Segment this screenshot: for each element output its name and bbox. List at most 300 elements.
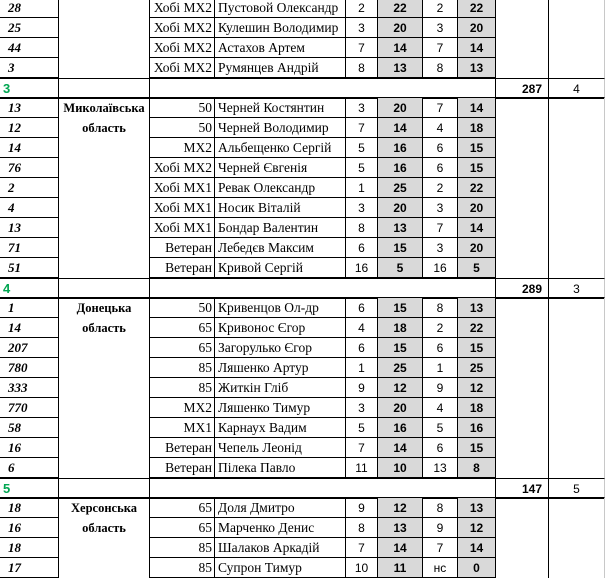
rider-number: 2	[0, 178, 59, 198]
race1-points: 10	[378, 458, 423, 478]
region-name	[59, 0, 150, 18]
place-cell	[549, 198, 605, 218]
rider-number: 3	[0, 58, 59, 78]
race1-place: 9	[346, 498, 378, 518]
race1-place: 3	[346, 398, 378, 418]
region-name: Миколаївська	[59, 98, 150, 118]
group-index: 3	[0, 78, 59, 98]
place-cell	[549, 38, 605, 58]
rider-name: Лебедєв Максим	[215, 238, 346, 258]
rider-name: Бондар Валентин	[215, 218, 346, 238]
group-blank-cell	[150, 478, 496, 498]
rider-name: Пілека Павло	[215, 458, 346, 478]
race2-place: 2	[423, 178, 458, 198]
race1-place: 5	[346, 138, 378, 158]
race2-place: 3	[423, 198, 458, 218]
rider-name: Чепель Леонід	[215, 438, 346, 458]
place-cell	[549, 398, 605, 418]
race1-place: 5	[346, 158, 378, 178]
place-cell	[549, 258, 605, 278]
race2-place: 7	[423, 38, 458, 58]
region-name: область	[59, 318, 150, 338]
place-cell	[549, 538, 605, 558]
race1-points: 15	[378, 338, 423, 358]
total-cell	[496, 418, 549, 438]
total-cell	[496, 378, 549, 398]
rider-number: 207	[0, 338, 59, 358]
place-cell	[549, 238, 605, 258]
race1-points: 13	[378, 218, 423, 238]
race1-place: 3	[346, 18, 378, 38]
race1-points: 14	[378, 38, 423, 58]
race2-place: 7	[423, 98, 458, 118]
race2-place: 6	[423, 438, 458, 458]
table-row	[0, 298, 605, 318]
race2-place: 1	[423, 358, 458, 378]
group-index: 5	[0, 478, 59, 498]
rider-name: Кулешин Володимир	[215, 18, 346, 38]
race2-points: 12	[458, 378, 496, 398]
race-class: 85	[150, 378, 215, 398]
total-cell	[496, 258, 549, 278]
race1-place: 6	[346, 238, 378, 258]
table-row	[0, 178, 605, 198]
rider-number: 770	[0, 398, 59, 418]
race1-points: 20	[378, 398, 423, 418]
region-name	[59, 398, 150, 418]
rider-name: Ляшенко Тимур	[215, 398, 346, 418]
race1-points: 14	[378, 118, 423, 138]
race-class: 50	[150, 118, 215, 138]
race2-points: 15	[458, 138, 496, 158]
region-name	[59, 178, 150, 198]
total-cell	[496, 238, 549, 258]
region-name	[59, 538, 150, 558]
rider-number: 58	[0, 418, 59, 438]
race1-place: 11	[346, 458, 378, 478]
total-cell	[496, 138, 549, 158]
region-name: область	[59, 518, 150, 538]
race2-place: 6	[423, 138, 458, 158]
place-cell	[549, 58, 605, 78]
race-class: Хобі МХ2	[150, 158, 215, 178]
rider-number: 28	[0, 0, 59, 18]
race-class: МХ2	[150, 138, 215, 158]
place-cell	[549, 118, 605, 138]
race1-place: 6	[346, 298, 378, 318]
race2-place: 7	[423, 538, 458, 558]
race2-place: 3	[423, 18, 458, 38]
table-row	[0, 138, 605, 158]
group-place: 4	[549, 78, 605, 98]
race2-points: 18	[458, 118, 496, 138]
total-cell	[496, 58, 549, 78]
race-class: Ветеран	[150, 258, 215, 278]
race1-points: 22	[378, 0, 423, 18]
race2-place: 4	[423, 398, 458, 418]
total-cell	[496, 358, 549, 378]
region-name: Херсонська	[59, 498, 150, 518]
table-row	[0, 558, 605, 578]
race1-place: 7	[346, 438, 378, 458]
rider-number: 76	[0, 158, 59, 178]
rider-number: 4	[0, 198, 59, 218]
rider-name: Пустовой Олександр	[215, 0, 346, 18]
race2-place: 6	[423, 338, 458, 358]
table-row	[0, 398, 605, 418]
table-row	[0, 438, 605, 458]
race1-points: 16	[378, 418, 423, 438]
group-total-points: 147	[496, 478, 549, 498]
total-cell	[496, 178, 549, 198]
table-row	[0, 518, 605, 538]
race1-place: 10	[346, 558, 378, 578]
rider-number: 16	[0, 438, 59, 458]
region-name	[59, 58, 150, 78]
total-cell	[496, 38, 549, 58]
rider-name: Кривенцов Ол-др	[215, 298, 346, 318]
table-row	[0, 458, 605, 478]
race2-points: 15	[458, 338, 496, 358]
race1-place: 7	[346, 538, 378, 558]
total-cell	[496, 498, 549, 518]
total-cell	[496, 558, 549, 578]
table-row	[0, 98, 605, 118]
race1-place: 1	[346, 178, 378, 198]
race1-points: 14	[378, 538, 423, 558]
race2-points: 13	[458, 298, 496, 318]
group-blank-cell	[150, 278, 496, 298]
race1-points: 18	[378, 318, 423, 338]
group-place: 3	[549, 278, 605, 298]
race1-place: 16	[346, 258, 378, 278]
rider-number: 17	[0, 558, 59, 578]
rider-number: 51	[0, 258, 59, 278]
race1-place: 7	[346, 118, 378, 138]
rider-name: Загорулько Єгор	[215, 338, 346, 358]
race-class: Хобі МХ1	[150, 218, 215, 238]
rider-name: Ревак Олександр	[215, 178, 346, 198]
race2-points: 22	[458, 318, 496, 338]
table-row	[0, 118, 605, 138]
race2-points: 15	[458, 158, 496, 178]
group-place: 5	[549, 478, 605, 498]
total-cell	[496, 158, 549, 178]
race-class: 85	[150, 358, 215, 378]
rider-name: Кривой Сергій	[215, 258, 346, 278]
place-cell	[549, 558, 605, 578]
race2-points: 20	[458, 238, 496, 258]
group-blank-cell	[59, 478, 150, 498]
rider-number: 25	[0, 18, 59, 38]
rider-number: 14	[0, 318, 59, 338]
race-class: Ветеран	[150, 238, 215, 258]
place-cell	[549, 98, 605, 118]
race-class: Хобі МХ2	[150, 18, 215, 38]
total-cell	[496, 198, 549, 218]
race2-points: 13	[458, 498, 496, 518]
region-name	[59, 378, 150, 398]
rider-name: Носик Віталій	[215, 198, 346, 218]
race1-place: 8	[346, 518, 378, 538]
race1-place: 6	[346, 338, 378, 358]
race1-points: 12	[378, 498, 423, 518]
place-cell	[549, 318, 605, 338]
rider-number: 16	[0, 518, 59, 538]
race-class: Ветеран	[150, 438, 215, 458]
table-row	[0, 318, 605, 338]
race-class: Хобі МХ1	[150, 178, 215, 198]
race1-place: 3	[346, 98, 378, 118]
race2-points: 14	[458, 218, 496, 238]
place-cell	[549, 138, 605, 158]
place-cell	[549, 418, 605, 438]
rider-name: Черней Володимир	[215, 118, 346, 138]
race1-points: 20	[378, 18, 423, 38]
rider-name: Альбещенко Сергій	[215, 138, 346, 158]
table-row	[0, 18, 605, 38]
region-name	[59, 138, 150, 158]
table-row	[0, 218, 605, 238]
rider-name: Черней Євгенія	[215, 158, 346, 178]
race1-place: 9	[346, 378, 378, 398]
group-blank-cell	[59, 78, 150, 98]
race-class: 65	[150, 518, 215, 538]
rider-name: Румянцев Андрій	[215, 58, 346, 78]
table-row	[0, 358, 605, 378]
race2-place: 2	[423, 0, 458, 18]
race2-place: 8	[423, 498, 458, 518]
rider-name: Астахов Артем	[215, 38, 346, 58]
region-name	[59, 418, 150, 438]
race1-points: 12	[378, 378, 423, 398]
total-cell	[496, 0, 549, 18]
rider-number: 13	[0, 98, 59, 118]
rider-number: 13	[0, 218, 59, 238]
group-header-row	[0, 278, 605, 299]
table-row	[0, 418, 605, 438]
race1-place: 2	[346, 0, 378, 18]
place-cell	[549, 458, 605, 478]
race-class: 85	[150, 558, 215, 578]
total-cell	[496, 338, 549, 358]
rider-name: Марченко Денис	[215, 518, 346, 538]
race-class: Хобі МХ2	[150, 38, 215, 58]
group-blank-cell	[59, 278, 150, 298]
total-cell	[496, 218, 549, 238]
race-class: МХ1	[150, 418, 215, 438]
total-cell	[496, 438, 549, 458]
race2-points: 25	[458, 358, 496, 378]
group-blank-cell	[150, 78, 496, 98]
rider-number: 71	[0, 238, 59, 258]
region-name	[59, 258, 150, 278]
race2-points: 16	[458, 418, 496, 438]
group-total-points: 289	[496, 278, 549, 298]
race1-place: 7	[346, 38, 378, 58]
table-row	[0, 238, 605, 258]
place-cell	[549, 178, 605, 198]
rider-number: 14	[0, 138, 59, 158]
table-row	[0, 198, 605, 218]
place-cell	[549, 518, 605, 538]
region-name	[59, 358, 150, 378]
race-class: 65	[150, 498, 215, 518]
total-cell	[496, 538, 549, 558]
race1-points: 13	[378, 518, 423, 538]
race2-points: 14	[458, 98, 496, 118]
total-cell	[496, 298, 549, 318]
race2-points: 13	[458, 58, 496, 78]
race2-points: 15	[458, 438, 496, 458]
region-name: Донецька	[59, 298, 150, 318]
race-class: 85	[150, 538, 215, 558]
rider-name: Доля Дмитро	[215, 498, 346, 518]
race2-points: 8	[458, 458, 496, 478]
rider-number: 6	[0, 458, 59, 478]
place-cell	[549, 378, 605, 398]
race2-points: 0	[458, 558, 496, 578]
race1-points: 14	[378, 438, 423, 458]
race2-place: 9	[423, 518, 458, 538]
table-row	[0, 58, 605, 78]
rider-name: Карнаух Вадим	[215, 418, 346, 438]
race-class: 65	[150, 318, 215, 338]
group-total-points: 287	[496, 78, 549, 98]
region-name	[59, 218, 150, 238]
total-cell	[496, 118, 549, 138]
place-cell	[549, 298, 605, 318]
rider-number: 18	[0, 538, 59, 558]
race-class: Хобі МХ1	[150, 198, 215, 218]
race-class: Хобі МХ2	[150, 0, 215, 18]
total-cell	[496, 318, 549, 338]
race2-place: 4	[423, 118, 458, 138]
region-name	[59, 18, 150, 38]
region-name	[59, 458, 150, 478]
race2-points: 18	[458, 398, 496, 418]
region-name	[59, 558, 150, 578]
race2-points: 12	[458, 518, 496, 538]
total-cell	[496, 458, 549, 478]
race1-points: 16	[378, 138, 423, 158]
table-row	[0, 378, 605, 398]
rider-name: Черней Костянтин	[215, 98, 346, 118]
table-row	[0, 538, 605, 558]
race2-place: 3	[423, 238, 458, 258]
race2-points: 5	[458, 258, 496, 278]
place-cell	[549, 438, 605, 458]
race1-points: 25	[378, 358, 423, 378]
race1-points: 5	[378, 258, 423, 278]
race2-points: 22	[458, 0, 496, 18]
place-cell	[549, 18, 605, 38]
race-class: Хобі МХ2	[150, 58, 215, 78]
group-header-row	[0, 78, 605, 99]
race2-place: 6	[423, 158, 458, 178]
race-class: 65	[150, 338, 215, 358]
total-cell	[496, 518, 549, 538]
race2-points: 22	[458, 178, 496, 198]
race2-points: 20	[458, 18, 496, 38]
race2-place: 13	[423, 458, 458, 478]
group-header-row	[0, 478, 605, 499]
rider-number: 44	[0, 38, 59, 58]
race-class: 50	[150, 298, 215, 318]
race1-points: 13	[378, 58, 423, 78]
race1-points: 11	[378, 558, 423, 578]
region-name	[59, 198, 150, 218]
race2-place: 8	[423, 298, 458, 318]
race2-points: 14	[458, 38, 496, 58]
region-name	[59, 158, 150, 178]
place-cell	[549, 338, 605, 358]
race2-place: 5	[423, 418, 458, 438]
race1-points: 25	[378, 178, 423, 198]
race1-points: 20	[378, 98, 423, 118]
table-row	[0, 258, 605, 278]
race1-points: 16	[378, 158, 423, 178]
table-row	[0, 38, 605, 58]
race1-place: 5	[346, 418, 378, 438]
rider-number: 12	[0, 118, 59, 138]
region-name	[59, 438, 150, 458]
table-row	[0, 158, 605, 178]
race1-points: 15	[378, 238, 423, 258]
total-cell	[496, 98, 549, 118]
rider-name: Ляшенко Артур	[215, 358, 346, 378]
group-index: 4	[0, 278, 59, 298]
race1-place: 8	[346, 218, 378, 238]
rider-name: Кривонос Єгор	[215, 318, 346, 338]
total-cell	[496, 398, 549, 418]
race1-place: 1	[346, 358, 378, 378]
race-class: Ветеран	[150, 458, 215, 478]
race2-place: нс	[423, 558, 458, 578]
table-row	[0, 0, 605, 18]
rider-name: Супрон Тимур	[215, 558, 346, 578]
table-row	[0, 338, 605, 358]
total-cell	[496, 18, 549, 38]
race2-place: 2	[423, 318, 458, 338]
race1-place: 8	[346, 58, 378, 78]
rider-number: 333	[0, 378, 59, 398]
place-cell	[549, 358, 605, 378]
region-name	[59, 238, 150, 258]
region-name	[59, 38, 150, 58]
race2-place: 9	[423, 378, 458, 398]
race2-place: 16	[423, 258, 458, 278]
race2-place: 8	[423, 58, 458, 78]
region-name	[59, 338, 150, 358]
rider-number: 1	[0, 298, 59, 318]
place-cell	[549, 0, 605, 18]
rider-name: Житкін Гліб	[215, 378, 346, 398]
rider-number: 18	[0, 498, 59, 518]
race1-points: 15	[378, 298, 423, 318]
region-name: область	[59, 118, 150, 138]
race2-points: 14	[458, 538, 496, 558]
race2-place: 7	[423, 218, 458, 238]
rider-number: 780	[0, 358, 59, 378]
race2-points: 20	[458, 198, 496, 218]
place-cell	[549, 498, 605, 518]
race1-points: 20	[378, 198, 423, 218]
place-cell	[549, 218, 605, 238]
race-class: МХ2	[150, 398, 215, 418]
place-cell	[549, 158, 605, 178]
race1-place: 4	[346, 318, 378, 338]
